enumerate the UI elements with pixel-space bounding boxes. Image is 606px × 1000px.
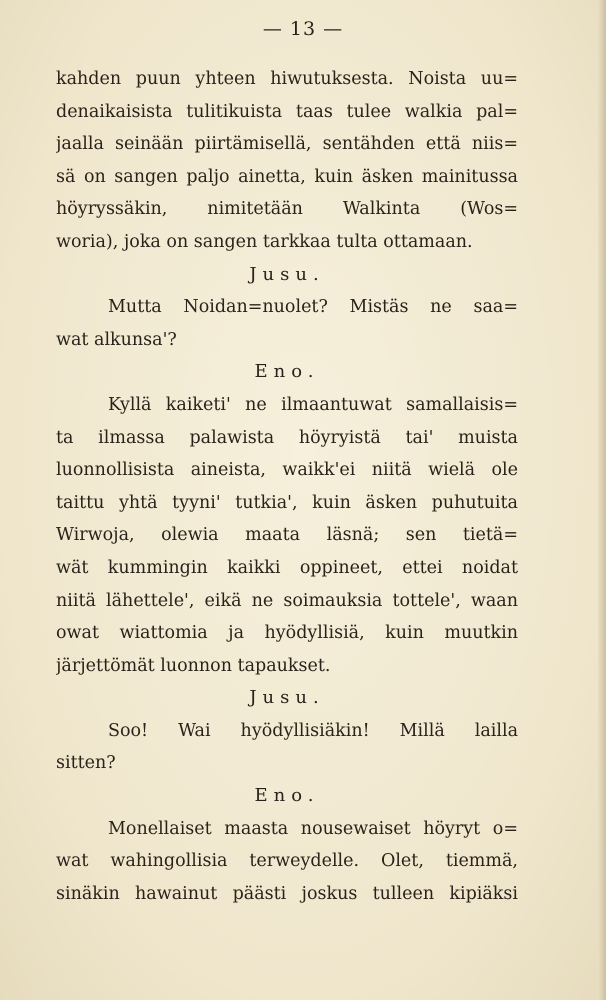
text-line: luonnollisista aineista, waikk'ei niitä wielä ole [56,460,518,481]
text-line: Mutta Noidan=nuolet? Mistäs ne saa= [108,297,518,318]
text-line: Wirwoja, olewia maata läsnä; sen tietä= [56,525,518,546]
text-line: ta ilmassa palawista höyryistä tai' muista [56,427,518,448]
text-line: niitä lähettele', eikä ne soimauksia tottele', waan [56,590,518,611]
text-line: sinäkin hawainut päästi joskus tulleen kipiäksi [56,883,518,904]
text-line: wät kummingin kaikki oppineet, ettei noidat [56,557,518,578]
text-line: wat alkunsa'? [56,329,177,350]
text-line: wat wahingollisia terweydelle. Olet, tiemmä, [56,851,518,872]
text-line: denaikaisista tulitikuista taas tulee walkia pal= [56,101,518,122]
text-line: Kyllä kaiketi' ne ilmaantuwat samallaisis= [108,394,518,415]
text-line: järjettömät luonnon tapaukset. [56,655,331,676]
text-line: sä on sangen paljo ainetta, kuin äsken mainitussa [56,166,518,187]
text-line: woria), joka on sangen tarkkaa tulta ottamaan. [56,231,473,252]
speaker-label: Eno. [254,361,320,383]
text-line: owat wiattomia ja hyödyllisiä, kuin muutkin [56,623,518,644]
text-line: sitten? [56,753,116,774]
page-edge [598,0,606,1000]
text-line: Monellaiset maasta nousewaiset höyryt o= [108,818,518,839]
speaker-label: Eno. [254,785,320,807]
body-text [56,63,518,910]
text-line: höyryssäkin, nimitetään Walkinta (Wos= [56,199,518,220]
page-number: — 13 — [262,18,344,40]
text-line: kahden puun yhteen hiwutuksesta. Noista uu= [56,69,518,89]
text-line: Soo! Wai hyödyllisiäkin! Millä lailla [108,720,518,741]
speaker-label: Jusu. [249,687,325,709]
text-line: jaalla seinään piirtämisellä, sentähden että niis= [56,134,518,155]
speaker-label: Jusu. [249,263,325,285]
text-line: taittu yhtä tyyni' tutkia', kuin äsken puhutuita [56,492,518,513]
